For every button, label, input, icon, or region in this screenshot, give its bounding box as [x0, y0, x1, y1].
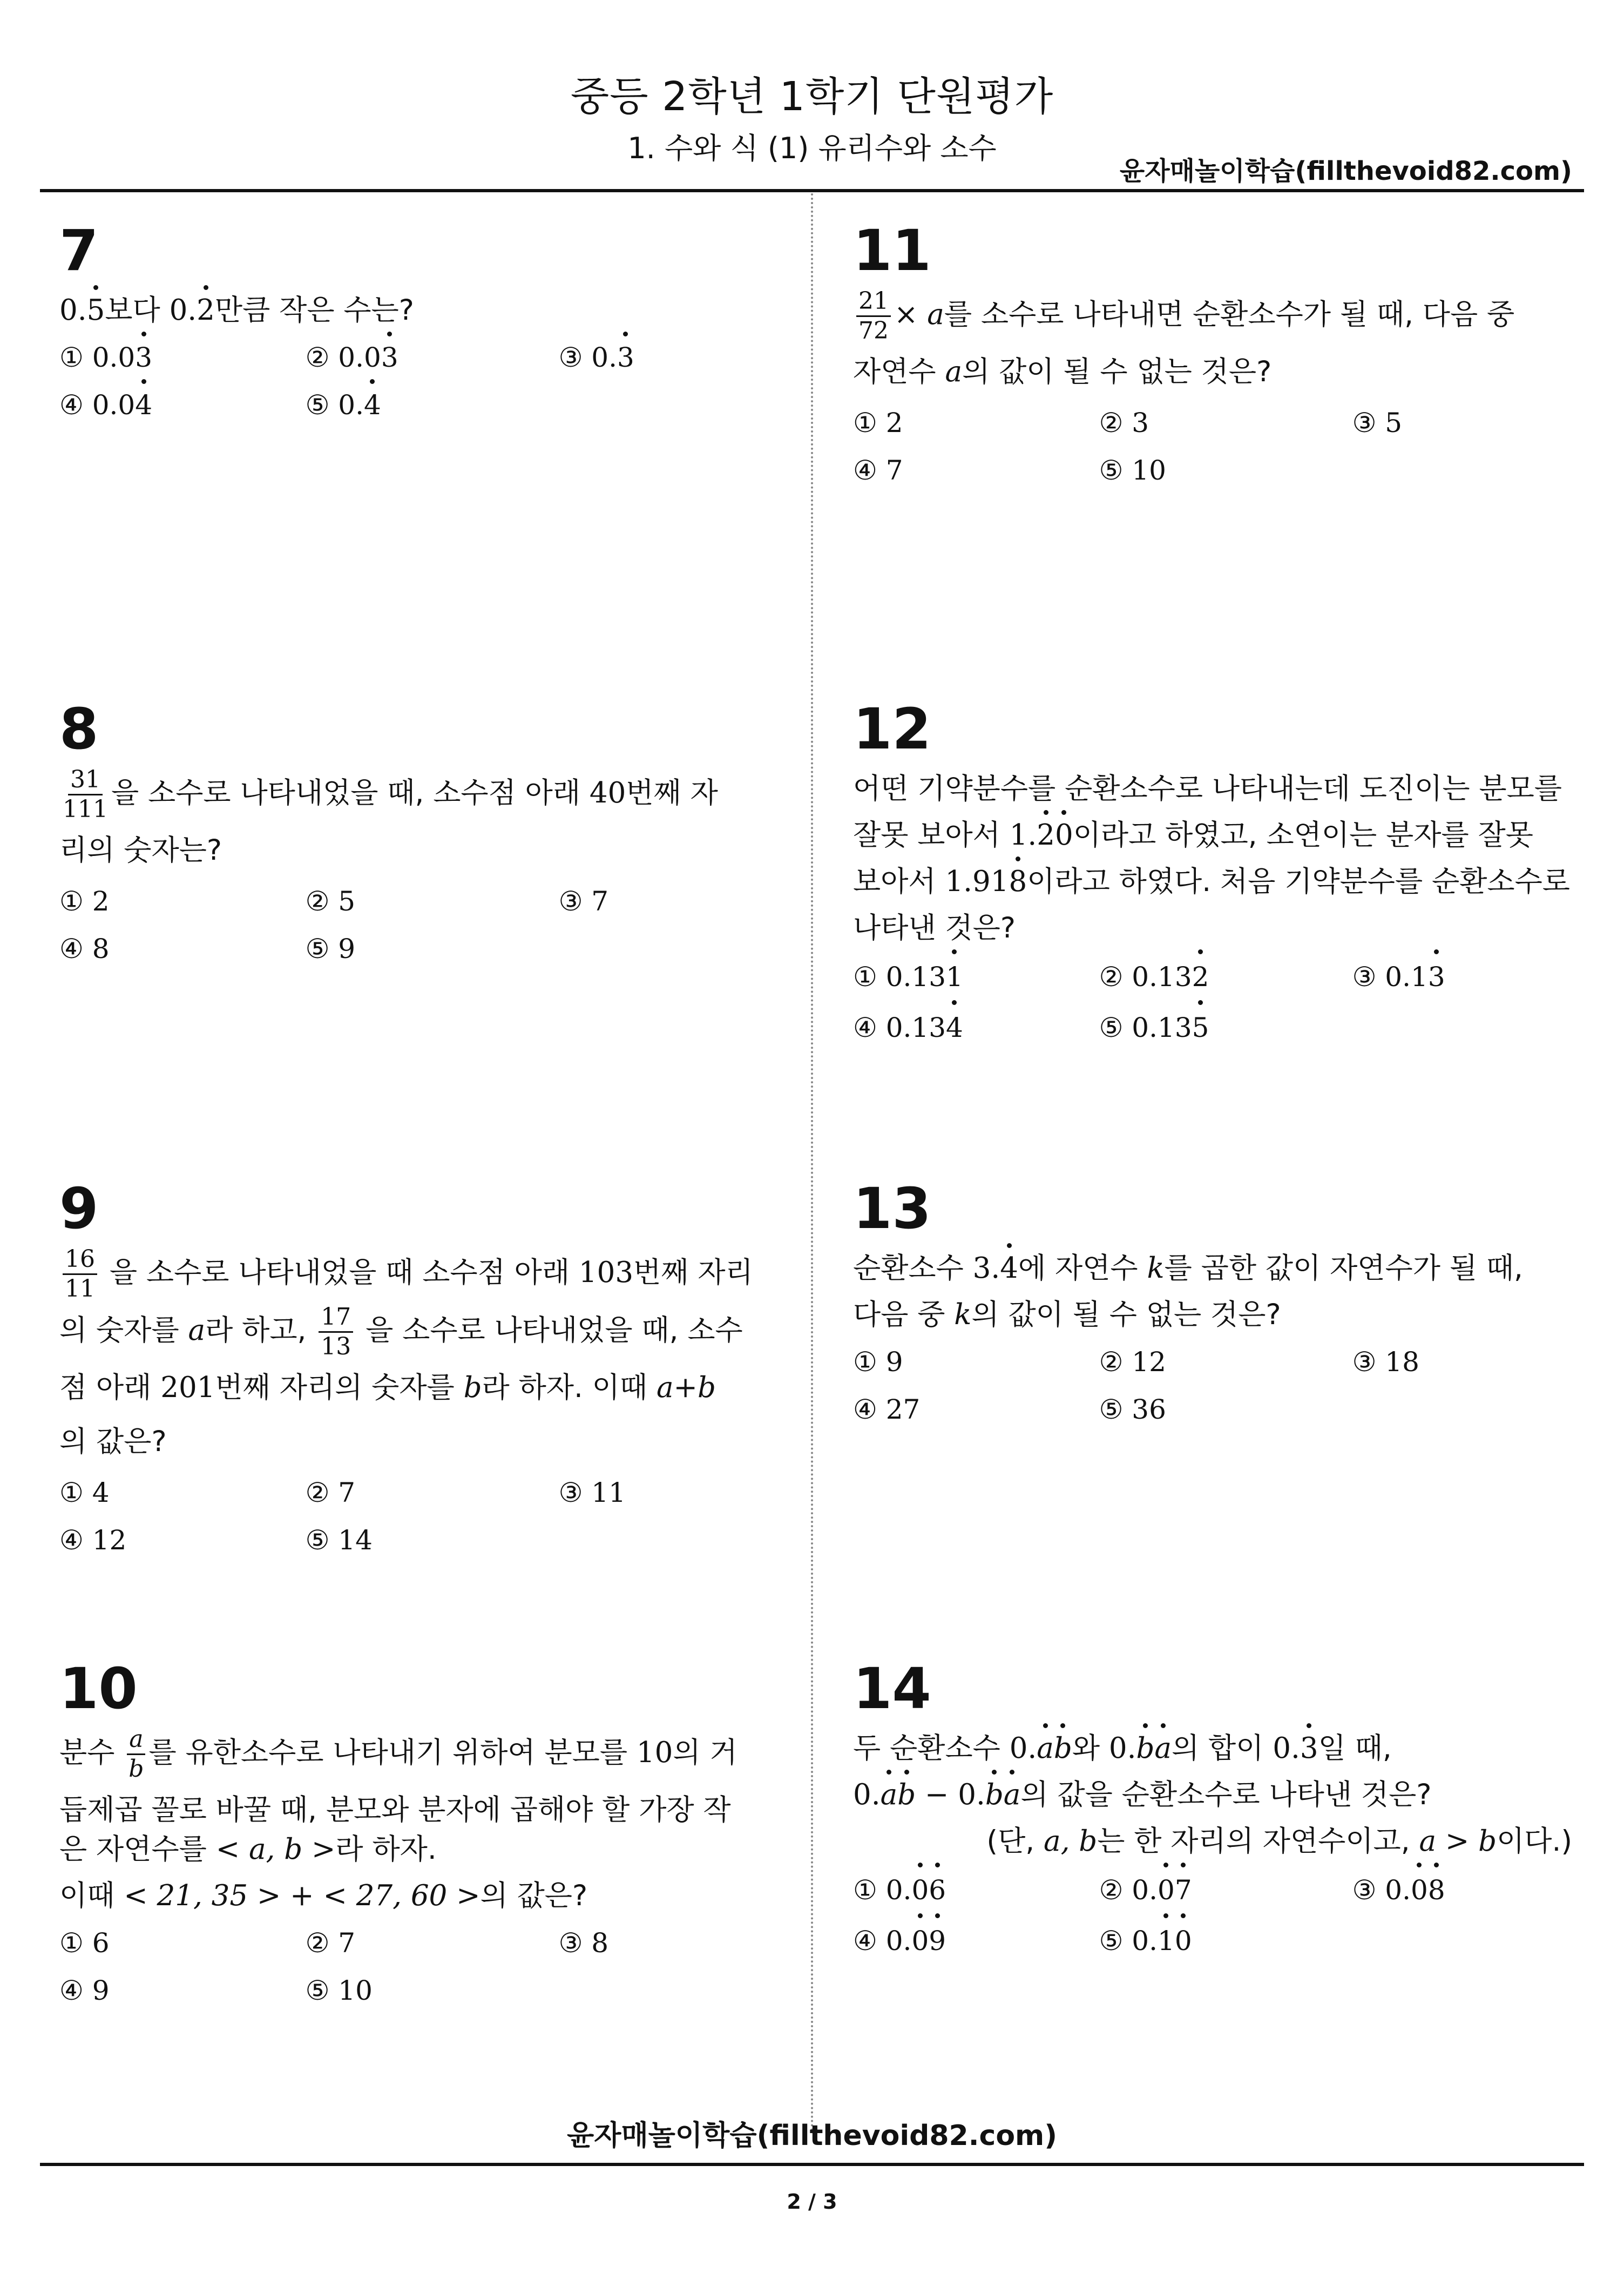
- problem-13: [853, 1176, 1576, 1433]
- choice-3[interactable]: [559, 334, 783, 381]
- repeat-digit: 0: [911, 1915, 929, 1966]
- problem-stem: [853, 287, 1576, 399]
- stem-text: 자연수: [853, 355, 945, 388]
- answer-choices: [59, 878, 783, 973]
- choice-text: ② 0.13: [1099, 961, 1192, 993]
- variable: a: [945, 355, 963, 388]
- choice-text: ① 0.0: [59, 342, 136, 373]
- stem-text: 리의 숫자는?: [59, 834, 222, 867]
- choice-text: ① 0.: [853, 1874, 912, 1906]
- choice-text: ③ 0.: [558, 342, 618, 373]
- stem-text: 의 값이 될 수 없는 것은?: [971, 1298, 1281, 1331]
- choice-3[interactable]: ③ 11: [558, 1477, 626, 1508]
- choice-4[interactable]: ④ 7: [853, 455, 903, 486]
- choice-5[interactable]: [306, 381, 559, 429]
- problem-stem: [853, 766, 1576, 952]
- choice-3[interactable]: ③ 8: [558, 1927, 609, 1959]
- choice-2[interactable]: ② 3: [1099, 407, 1149, 439]
- numerator: 17: [319, 1303, 353, 1333]
- choice-text: ⑤ 0.: [305, 389, 364, 421]
- stem-text: 의 합이: [1171, 1732, 1273, 1765]
- choice-1[interactable]: ① 9: [853, 1346, 903, 1378]
- choice-5[interactable]: ⑤ 10: [1099, 455, 1166, 486]
- repeat-digit: 5: [1192, 1002, 1209, 1053]
- repeat-digit: 4: [364, 381, 381, 429]
- choice-5[interactable]: ⑤ 10: [305, 1975, 373, 2006]
- fraction: [856, 287, 891, 345]
- repeat-digit: 8: [1428, 1865, 1445, 1915]
- fraction: [127, 1725, 145, 1783]
- answer-choices: [59, 1469, 783, 1564]
- stem-number: 103: [578, 1256, 634, 1290]
- stem-text: 보다: [105, 294, 170, 327]
- repeat-digit: 2: [197, 287, 215, 334]
- stem-text: 은 자연수를: [59, 1833, 216, 1866]
- repeat-digit: a: [1004, 1772, 1021, 1818]
- choice-text: ③ 0.: [1352, 1874, 1411, 1906]
- stem-text: 이때: [59, 1879, 124, 1912]
- decimal-int: 3.: [972, 1252, 1000, 1285]
- choice-1[interactable]: ① 6: [59, 1927, 110, 1959]
- repeat-digit: a: [881, 1772, 898, 1818]
- repeat-digit: 1: [946, 952, 963, 1002]
- choice-4[interactable]: ④ 12: [59, 1525, 127, 1556]
- numerator: 21: [856, 287, 891, 317]
- expression: a+b: [656, 1371, 716, 1404]
- problem-stem: [853, 1725, 1576, 1865]
- repeat-digit: a: [1037, 1725, 1054, 1772]
- stem-text: 의 값은?: [59, 1425, 167, 1458]
- stem-text: 순환소수: [853, 1252, 973, 1285]
- problem-11: [853, 218, 1576, 494]
- repeat-digit: 5: [87, 287, 105, 334]
- answer-choices: [853, 952, 1576, 1053]
- stem-text: 번째 자리의 숫자를: [215, 1371, 464, 1404]
- choice-3[interactable]: ③ 7: [558, 886, 609, 917]
- repeat-digit: 4: [946, 1002, 963, 1053]
- repeat-digit: 0: [1411, 1865, 1428, 1915]
- note-variables: a, b: [1043, 1825, 1098, 1858]
- denominator: 72: [858, 317, 889, 345]
- problem-stem: [59, 1245, 783, 1469]
- repeat-digit: 4: [1000, 1245, 1018, 1292]
- page-title: 중등 2학년 1학기 단원평가: [570, 73, 1054, 120]
- repeat-digit: 7: [1175, 1865, 1192, 1915]
- decimal-int: 0.: [1108, 1732, 1136, 1765]
- choice-2[interactable]: [1099, 952, 1352, 1002]
- choice-1[interactable]: [59, 334, 306, 381]
- repeat-digit: 3: [617, 334, 634, 381]
- repeat-digit: 3: [1428, 952, 1445, 1002]
- stem-text: 의 거: [673, 1736, 737, 1770]
- stem-text: 번째 자: [626, 777, 718, 810]
- stem-text: 의 값이 될 수 없는 것은?: [962, 355, 1272, 388]
- page-number: 2 / 3: [787, 2190, 837, 2214]
- choice-2[interactable]: ② 7: [305, 1477, 356, 1508]
- condition-note: [853, 1818, 1576, 1865]
- choice-3[interactable]: ③ 5: [1352, 407, 1403, 439]
- choice-4[interactable]: ④ 27: [853, 1394, 921, 1425]
- repeat-digit: 6: [929, 1865, 946, 1915]
- repeat-digit: a: [1154, 1725, 1172, 1772]
- fraction: [63, 1245, 97, 1303]
- decimal-int: 0.: [59, 294, 87, 327]
- choice-3[interactable]: [1352, 952, 1576, 1002]
- problem-8: [59, 696, 783, 973]
- numerator: a: [127, 1725, 145, 1755]
- repeat-digit: 8: [1009, 859, 1027, 905]
- repeat-digit: 3: [381, 334, 398, 381]
- choice-text: ④ 0.0: [59, 389, 136, 421]
- decimal-int: 0.: [169, 294, 197, 327]
- choice-1[interactable]: ① 2: [59, 886, 110, 917]
- choice-4[interactable]: ④ 9: [59, 1975, 110, 2006]
- problem-stem: [59, 287, 783, 334]
- choice-4[interactable]: [59, 381, 306, 429]
- choice-1[interactable]: [853, 1865, 1099, 1915]
- choice-5[interactable]: [1099, 1915, 1352, 1966]
- choice-1[interactable]: [853, 952, 1099, 1002]
- stem-text: 를 소수로 나타내면 순환소수가 될 때, 다음 중: [944, 298, 1515, 332]
- repeat-digit: b: [1054, 1725, 1072, 1772]
- problem-7: [59, 218, 783, 429]
- stem-text: 을 소수로 나타내었을 때 소수점 아래: [100, 1256, 579, 1290]
- column-divider: [811, 193, 813, 2133]
- repeat-digit: 9: [929, 1915, 946, 1966]
- choice-1[interactable]: ① 2: [853, 407, 903, 439]
- choice-4[interactable]: [853, 1002, 1099, 1053]
- choice-text: ④ 0.: [853, 1925, 912, 1957]
- stem-text: 보아서: [853, 865, 945, 898]
- denominator: 13: [321, 1333, 351, 1360]
- decimal-int: 1.: [1009, 819, 1037, 852]
- repeat-digit: 3: [135, 334, 152, 381]
- expression: < a, b >: [215, 1833, 336, 1866]
- stem-text: 라 하자. 이때: [482, 1371, 657, 1404]
- stem-text: 두 순환소수: [853, 1732, 1010, 1765]
- stem-text: 라 하고,: [205, 1314, 316, 1347]
- stem-text: 이라고 하였고, 소연이는 분자를 잘못: [1073, 819, 1533, 852]
- choice-2[interactable]: [1099, 1865, 1352, 1915]
- choice-2[interactable]: ② 7: [305, 1927, 356, 1959]
- repeat-digit: 0: [1175, 1915, 1192, 1966]
- repeat-digit: 1: [1158, 1915, 1175, 1966]
- repeat-digit: b: [897, 1772, 916, 1818]
- answer-choices: [853, 399, 1576, 494]
- variable: k: [954, 1298, 972, 1331]
- denominator: b: [128, 1755, 144, 1783]
- choice-5[interactable]: ⑤ 36: [1099, 1394, 1166, 1425]
- choice-text: ① 0.13: [853, 961, 946, 993]
- stem-text: 를 곱한 값이 자연수가 될 때,: [1164, 1252, 1523, 1285]
- stem-text: 듭제곱 꼴로 바꿀 때, 분모와 분자에 곱해야 할 가장 작: [59, 1793, 731, 1826]
- choice-2[interactable]: [306, 334, 559, 381]
- stem-number: 201: [160, 1371, 215, 1404]
- repeat-digit: 3: [1300, 1725, 1318, 1772]
- problem-stem: [853, 1245, 1576, 1338]
- choice-4[interactable]: [853, 1915, 1099, 1966]
- stem-text: 이라고 하였다. 처음 기약분수를 순환소수로: [1027, 865, 1571, 898]
- answer-choices: [853, 1338, 1576, 1433]
- problem-stem: [59, 766, 783, 878]
- choice-text: ③ 0.1: [1352, 961, 1428, 993]
- choice-2[interactable]: ② 12: [1099, 1346, 1166, 1378]
- note-text: 는 한 자리의 자연수이고,: [1097, 1825, 1419, 1858]
- stem-text: 의 값을 순환소수로 나타낸 것은?: [1020, 1778, 1432, 1811]
- stem-text: 에 자연수: [1018, 1252, 1147, 1285]
- repeat-digit: 4: [135, 381, 152, 429]
- answer-choices: [59, 1919, 783, 2014]
- choice-2[interactable]: ② 5: [305, 886, 356, 917]
- problem-14: [853, 1656, 1576, 1966]
- problem-9: [59, 1176, 783, 1564]
- choice-digit: 0: [364, 342, 381, 373]
- stem-text: 를 유한소수로 나타내기 위하여 분모를: [148, 1736, 637, 1770]
- stem-text: 점 아래: [59, 1371, 161, 1404]
- stem-text: 의 값은?: [480, 1879, 588, 1912]
- repeat-digit: 2: [1192, 952, 1209, 1002]
- stem-text: 잘못 보아서: [853, 819, 1010, 852]
- decimal-int: 0.: [1009, 1732, 1037, 1765]
- stem-text: 라 하자.: [335, 1833, 437, 1866]
- choice-5[interactable]: ⑤ 9: [305, 933, 356, 964]
- stem-text: 분수: [59, 1736, 124, 1770]
- stem-number: 40: [589, 777, 626, 810]
- stem-number: 10: [636, 1736, 673, 1770]
- denominator: 111: [63, 795, 108, 823]
- problem-number: 8: [59, 696, 99, 762]
- minus-sign: −: [916, 1778, 958, 1811]
- choice-text: ② 0.: [305, 342, 364, 373]
- problem-number: 11: [853, 218, 931, 284]
- decimal-int: 0.: [1273, 1732, 1300, 1765]
- variable: b: [463, 1371, 482, 1404]
- problem-number: 9: [59, 1176, 99, 1242]
- numerator: 31: [68, 766, 103, 795]
- problem-number: 12: [853, 696, 931, 762]
- problem-number: 10: [59, 1656, 138, 1722]
- decimal-int: 0.: [958, 1778, 985, 1811]
- expression: < 21, 35 > + < 27, 60 >: [124, 1879, 481, 1912]
- decimal-int: 0.: [853, 1778, 881, 1811]
- problem-number: 14: [853, 1656, 931, 1722]
- choice-text: ⑤ 0.: [1099, 1925, 1158, 1957]
- stem-text: 어떤 기약분수를 순환소수로 나타내는데 도진이는 분모를: [853, 772, 1562, 805]
- repeat-digit: b: [1136, 1725, 1154, 1772]
- problem-stem-continued: [59, 1826, 783, 1919]
- stem-text: 을 소수로 나타내었을 때, 소수점 아래: [111, 777, 590, 810]
- stem-text: 만큼 작은 수는?: [214, 294, 414, 327]
- brand-footer: 윤자매놀이학습(fillthevoid82.com): [566, 2120, 1057, 2152]
- unit-subtitle: 1. 수와 식 (1) 유리수와 소수: [627, 131, 997, 165]
- answer-choices: [59, 334, 783, 429]
- choice-1[interactable]: ① 4: [59, 1477, 110, 1508]
- brand-header: 윤자매놀이학습(fillthevoid82.com): [1119, 156, 1572, 186]
- fraction: [319, 1303, 353, 1361]
- choice-text: ④ 0.13: [853, 1012, 946, 1043]
- problem-10: [59, 1656, 783, 2014]
- problem-stem: [59, 1725, 783, 1837]
- note-text: 이다.): [1497, 1825, 1572, 1858]
- answer-choices: [853, 1865, 1576, 1966]
- stem-text: 번째 자리: [633, 1256, 753, 1290]
- choice-3[interactable]: ③ 18: [1352, 1346, 1419, 1378]
- variable: k: [1147, 1252, 1165, 1285]
- choice-3[interactable]: [1352, 1865, 1576, 1915]
- repeat-digit: 0: [911, 1865, 929, 1915]
- stem-text: 다음 중: [853, 1298, 955, 1331]
- stem-text: 와: [1072, 1732, 1109, 1765]
- choice-text: ② 0.: [1099, 1874, 1158, 1906]
- note-text: (단,: [986, 1825, 1044, 1858]
- repeat-digit: 0: [1158, 1865, 1175, 1915]
- stem-text: 의 숫자를: [59, 1314, 188, 1347]
- stem-text: 일 때,: [1318, 1732, 1392, 1765]
- denominator: 11: [65, 1275, 95, 1303]
- variable: a: [188, 1314, 206, 1347]
- choice-5[interactable]: ⑤ 14: [305, 1525, 373, 1556]
- stem-text: 을 소수로 나타내었을 때, 소수: [356, 1314, 743, 1347]
- fraction: [63, 766, 108, 824]
- footer-rule: [40, 2163, 1584, 2166]
- repeat-digit: 0: [1055, 812, 1073, 859]
- numerator: 16: [63, 1245, 97, 1275]
- repeat-digit: b: [985, 1772, 1004, 1818]
- header-rule: [40, 189, 1584, 192]
- note-inequality: a > b: [1419, 1825, 1497, 1858]
- decimal-int: 1.91: [945, 865, 1009, 898]
- expression: × a: [894, 298, 944, 332]
- problem-12: [853, 696, 1576, 1053]
- stem-text: 나타낸 것은?: [853, 912, 1016, 945]
- problem-number: 13: [853, 1176, 931, 1242]
- choice-5[interactable]: [1099, 1002, 1352, 1053]
- choice-4[interactable]: ④ 8: [59, 933, 110, 964]
- repeat-digit: 2: [1037, 812, 1055, 859]
- problem-number: 7: [59, 218, 99, 284]
- choice-text: ⑤ 0.13: [1099, 1012, 1192, 1043]
